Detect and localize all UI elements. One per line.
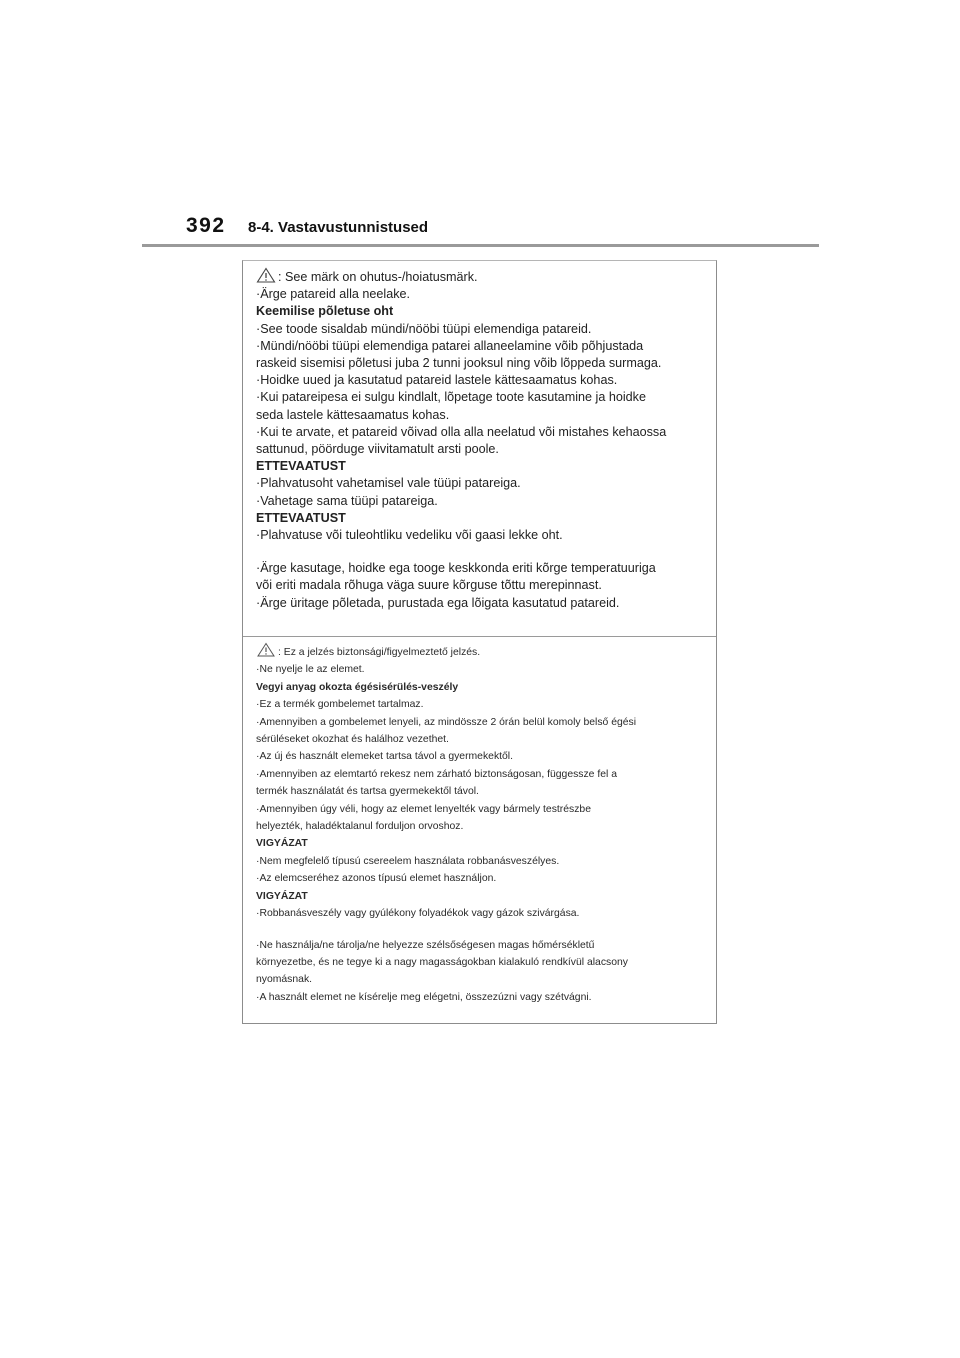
hungarian-line: helyezték, haladéktalanul forduljon orvoshoz. [256,821,464,833]
hungarian-line: ·Ne nyelje le az elemet. [256,664,365,676]
hungarian-symbol-line [256,642,706,661]
hungarian-heading: VIGYÁZAT [256,890,308,902]
estonian-line: ·Kui patareipesa ei sulgu kindlalt, lõpetage toote kasutamine ja hoidke [256,390,646,405]
estonian-line: ·Ärge kasutage, hoidke ega tooge keskkonda eriti kõrge temperatuuriga [256,561,656,576]
header-rule [142,244,819,247]
warning-triangle-icon [256,642,276,657]
hungarian-line: ·Robbanásveszély vagy gyúlékony folyadékok vagy gázok szivárgása. [256,908,580,920]
warning-triangle-icon [256,267,276,283]
estonian-heading: ETTEVAATUST [256,510,346,525]
hungarian-line: sérüléseket okozhat és halálhoz vezethet. [256,734,449,746]
estonian-line: või eriti madala rõhuga väga suure kõrguse tõttu merepinnast. [256,578,602,593]
estonian-symbol-text: : See märk on ohutus-/hoiatusmärk. [278,270,478,284]
estonian-line: sattunud, pöörduge viivitamatult arsti poole. [256,442,499,457]
hungarian-line: környezetbe, és ne tegye ki a nagy magasságokban kialakuló rendkívül alacsony [256,956,628,968]
spacer [256,923,706,937]
hungarian-line: termék használatát és tartsa gyermekektől távol. [256,786,479,798]
estonian-line: raskeid sisemisi põletusi juba 2 tunni jooksul ning võib lõppeda surmaga. [256,356,662,371]
hungarian-line: ·A használt elemet ne kísérelje meg elégetni, összezúzni vagy szétvágni. [256,991,592,1003]
estonian-line: ·Vahetage sama tüüpi patareiga. [256,493,438,508]
hungarian-line: ·Ne használja/ne tárolja/ne helyezze szélsőségesen magas hőmérsékletű [256,939,595,951]
estonian-line: ·Hoidke uued ja kasutatud patareid lastele kättesaamatus kohas. [256,373,618,388]
estonian-symbol-line [256,267,706,286]
estonian-heading: Keemilise põletuse oht [256,304,394,319]
hungarian-line: nyomásnak. [256,974,313,986]
estonian-line: ·Plahvatusoht vahetamisel vale tüüpi patareiga. [256,476,521,491]
estonian-line: ·See toode sisaldab mündi/nööbi tüüpi elemendiga patareid. [256,321,592,336]
battery-warning-label [242,260,717,1024]
hungarian-line: ·Amennyiben a gombelemet lenyeli, az mindössze 2 órán belül komoly belső égési [256,716,637,728]
estonian-line: ·Ärge üritage põletada, purustada ega lõigata kasutatud patareid. [256,595,620,610]
hungarian-warning-panel [256,642,706,1006]
hungarian-symbol-text: : Ez a jelzés biztonsági/figyelmeztető jelzés. [278,647,481,658]
estonian-line: seda lastele kättesaamatus kohas. [256,407,450,422]
hungarian-line: ·Ez a termék gombelemet tartalmaz. [256,699,424,711]
spacer [256,544,706,560]
section-title: 8-4. Vastavustunnistused [248,219,429,236]
hungarian-heading: VIGYÁZAT [256,838,308,850]
estonian-line: ·Plahvatuse või tuleohtliku vedeliku või gaasi lekke oht. [256,528,563,543]
estonian-heading: ETTEVAATUST [256,459,346,474]
page-header [0,0,960,250]
estonian-line: ·Kui te arvate, et patareid võivad olla alla neelatud või mistahes kehaossa [256,424,667,439]
hungarian-line: ·Nem megfelelő típusú csereelem használata robbanásveszélyes. [256,855,560,867]
hungarian-line: ·Amennyiben úgy véli, hogy az elemet lenyelték vagy bármely testrészbe [256,803,591,815]
hungarian-line: ·Amennyiben az elemtartó rekesz nem zárható biztonságosan, függessze fel a [256,768,617,780]
hungarian-line: ·Az új és használt elemeket tartsa távol a gyermekektől. [256,751,513,763]
hungarian-heading: Vegyi anyag okozta égésisérülés-veszély [256,681,459,693]
estonian-line: ·Mündi/nööbi tüüpi elemendiga patarei allaneelamine võib põhjustada [256,338,644,353]
page-number: 392 [186,214,226,237]
hungarian-line: ·Az elemcseréhez azonos típusú elemet használjon. [256,873,497,885]
language-divider [243,636,716,637]
estonian-line: ·Ärge patareid alla neelake. [256,287,411,302]
estonian-warning-panel [256,267,706,612]
